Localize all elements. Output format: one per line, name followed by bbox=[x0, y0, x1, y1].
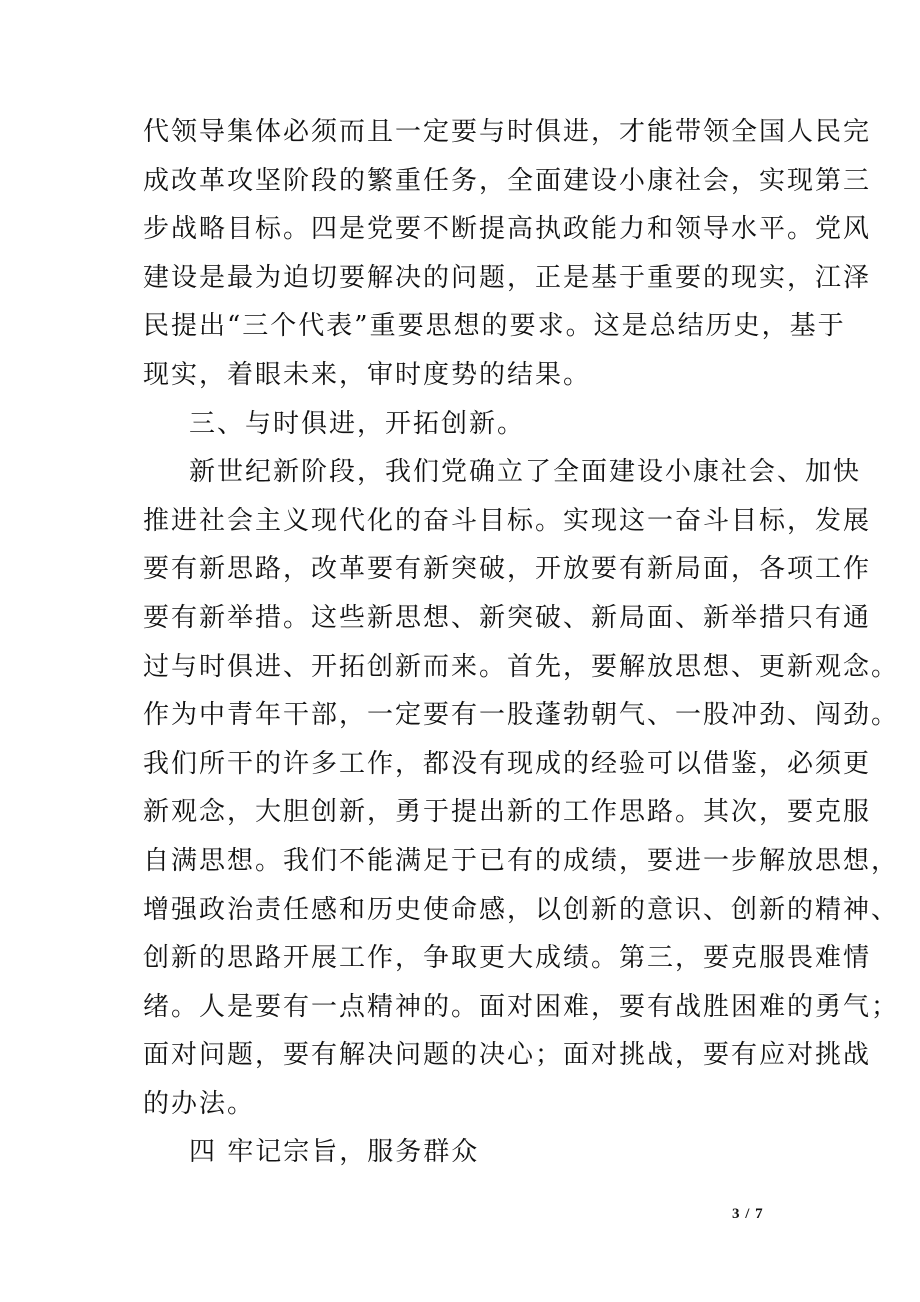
text-line: 过与时俱进、开拓创新而来。首先，要解放思想、更新观念。 bbox=[143, 651, 900, 682]
text-line: 新观念，大胆创新，勇于提出新的工作思路。其次，要克服 bbox=[143, 797, 872, 828]
text-line: 的办法。 bbox=[143, 1088, 256, 1119]
text-line: 三、与时俱进，开拓创新。 bbox=[189, 408, 526, 439]
text-line: 民提出“三个代表”重要思想的要求。这是总结历史，基于 bbox=[143, 311, 846, 342]
text-line: 作为中青年干部，一定要有一股蓬勃朝气、一股冲劲、闯劲。 bbox=[143, 700, 900, 731]
text-line: 代领导集体必须而且一定要与时俱进，才能带领全国人民完 bbox=[143, 117, 872, 147]
text-line: 增强政治责任感和历史使命感，以创新的意识、创新的精神、 bbox=[143, 894, 900, 925]
body-text bbox=[143, 108, 900, 1177]
text-line: 成改革攻坚阶段的繁重任务，全面建设小康社会，实现第三 bbox=[143, 165, 872, 196]
text-line: 自满思想。我们不能满足于已有的成绩，要进一步解放思想， bbox=[143, 845, 900, 876]
text-line: 步战略目标。四是党要不断提高执政能力和领导水平。党风 bbox=[143, 214, 872, 245]
text-line: 新世纪新阶段，我们党确立了全面建设小康社会、加快 bbox=[189, 457, 862, 488]
text-line: 要有新思路，改革要有新突破，开放要有新局面，各项工作 bbox=[143, 554, 872, 585]
text-line: 创新的思路开展工作，争取更大成绩。第三，要克服畏难情 bbox=[143, 943, 872, 974]
text-line: 推进社会主义现代化的奋斗目标。实现这一奋斗目标，发展 bbox=[143, 505, 872, 536]
text-line: 我们所干的许多工作，都没有现成的经验可以借鉴，必须更 bbox=[143, 748, 872, 779]
text-line: 四 牢记宗旨，服务群众 bbox=[189, 1137, 480, 1168]
text-line: 面对问题，要有解决问题的决心；面对挑战，要有应对挑战 bbox=[143, 1040, 872, 1071]
page-number: 3 / 7 bbox=[732, 1206, 764, 1222]
text-line: 现实，着眼未来，审时度势的结果。 bbox=[143, 359, 592, 390]
text-line: 绪。人是要有一点精神的。面对困难，要有战胜困难的勇气； bbox=[143, 991, 900, 1022]
text-line: 要有新举措。这些新思想、新突破、新局面、新举措只有通 bbox=[143, 602, 872, 633]
text-line: 建设是最为迫切要解决的问题，正是基于重要的现实，江泽 bbox=[143, 262, 872, 293]
